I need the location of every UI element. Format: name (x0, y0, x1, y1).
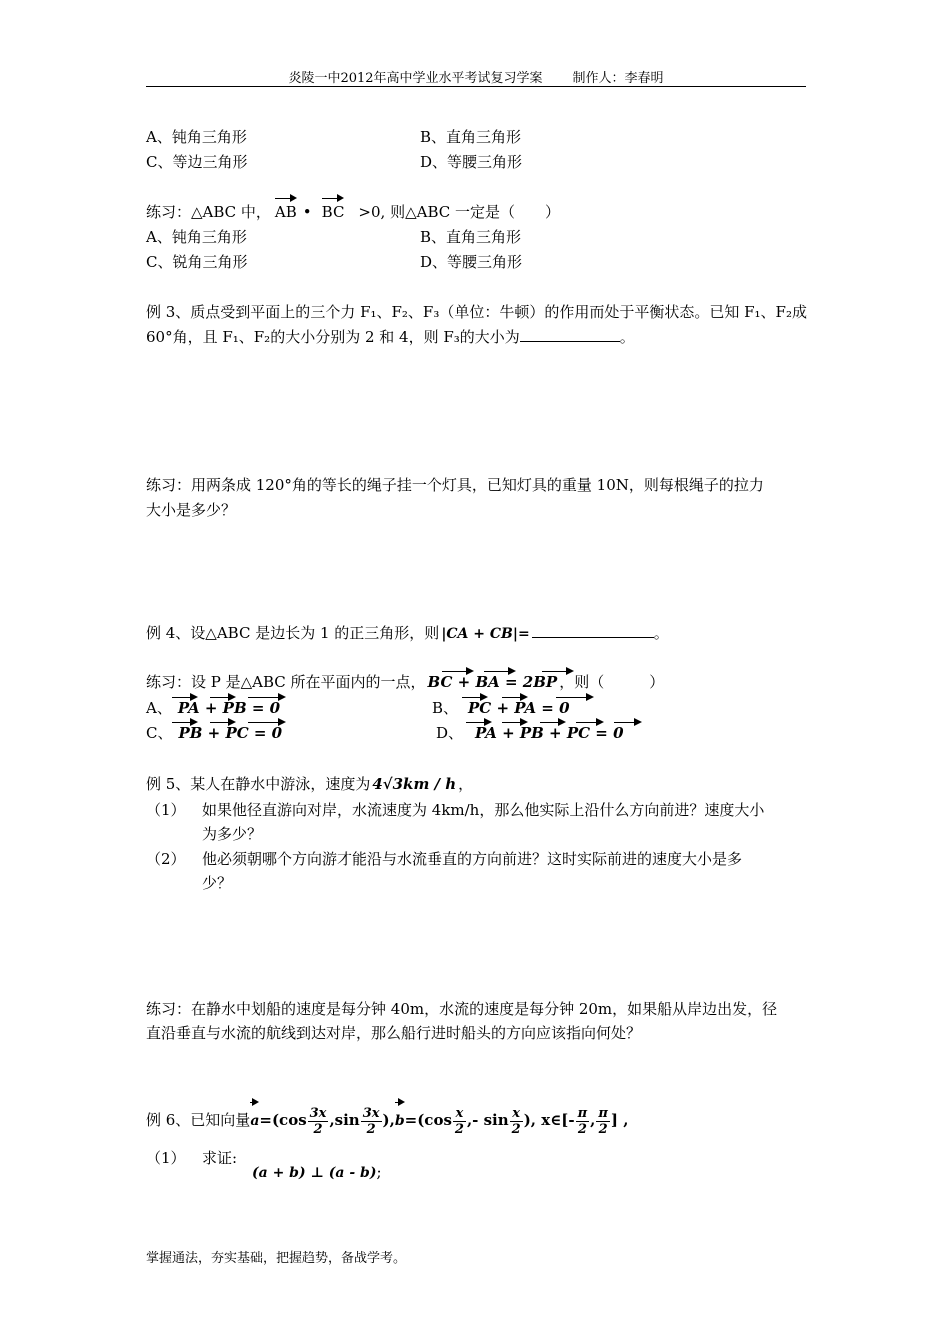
practice1-option-b: B、直角三角形 (420, 228, 522, 246)
vector-arrow (502, 722, 526, 723)
example3-line1: 例 3、质点受到平面上的三个力 F₁、F₂、F₃（单位：牛顿）的作用而处于平衡状态。已知 F₁、F₂成 (146, 303, 807, 321)
answer-blank (520, 327, 620, 342)
example5-q2-line1: 他必须朝哪个方向游才能沿与水流垂直的方向前进？这时实际前进的速度大小是多 (202, 850, 743, 868)
vector-b: b (395, 1105, 405, 1137)
prev-option-b: B、直角三角形 (420, 128, 522, 146)
example5-q1-line1: 如果他径直游向对岸，水流速度为 4km/h，那么他实际上沿什么方向前进？速度大小 (202, 801, 765, 819)
example5-num1: （1） (146, 801, 186, 819)
vector-arrow (442, 671, 472, 672)
practice2-line1: 练习：用两条成 120°角的等长的绳子挂一个灯具，已知灯具的重量 10N，则每根绳子的拉力 (146, 476, 764, 494)
swim-speed: 4√3km / h (372, 775, 457, 793)
practice3-option-b: B、 PC + PA = 0 (432, 699, 570, 717)
prev-option-c: C、等边三角形 (146, 153, 248, 171)
practice3-stem: 练习：设 P 是△ABC 所在平面内的一点， BC + BA = 2BP ，则（ ） (146, 673, 665, 691)
vector-ab: AB (274, 203, 297, 221)
vector-arrow (484, 671, 514, 672)
example5-num2: （2） (146, 850, 186, 868)
practice1-stem: 练习：△ABC 中， AB • BC >0, 则△ABC 一定是（ ） (146, 203, 560, 221)
example4-stem: 例 4、设△ABC 是边长为 1 的正三角形，则 |CA + CB|= 。 (146, 624, 669, 642)
vector-arrow (172, 697, 196, 698)
header-title: 炎陵一中2012年高中学业水平考试复习学案 (288, 71, 543, 86)
vector-arrow (556, 697, 592, 698)
vector-arrow (210, 697, 234, 698)
vector-arrow (462, 697, 486, 698)
example4-expression: |CA + CB|= (441, 626, 530, 642)
vector-arrow (210, 722, 234, 723)
example5-q2-line2: 少？ (202, 874, 233, 892)
practice4-line1: 练习：在静水中划船的速度是每分钟 40m，水流的速度是每分钟 20m，如果船从岸边出发，径 (146, 1000, 778, 1018)
vector-arrow (542, 671, 572, 672)
practice1-option-d: D、等腰三角形 (420, 253, 523, 271)
header-author: 制作人：李春明 (572, 71, 664, 86)
vector-arrow (172, 722, 196, 723)
vector-arrow (466, 722, 490, 723)
example3-line2: 60°角，且 F₁、F₂的大小分别为 2 和 4，则 F₃的大小为 。 (146, 328, 635, 346)
example5-stem: 例 5、某人在静水中游泳，速度为 4√3km / h ， (146, 775, 474, 793)
example6-prove-label: 求证: (202, 1149, 238, 1167)
vector-arrow (248, 697, 284, 698)
practice2-line2: 大小是多少？ (146, 501, 237, 519)
practice1-option-c: C、锐角三角形 (146, 253, 248, 271)
vector-bc: BC (321, 203, 345, 221)
prev-option-d: D、等腰三角形 (420, 153, 523, 171)
header-rule (146, 86, 806, 87)
example6-prove-expression: (a + b) ⊥ (a - b); (252, 1163, 382, 1181)
practice3-expression: BC + BA = 2BP (427, 673, 558, 691)
page-header (146, 67, 806, 86)
prev-option-a: A、钝角三角形 (146, 128, 247, 146)
practice1-option-a: A、钝角三角形 (146, 228, 247, 246)
vector-arrow (502, 697, 526, 698)
vector-arrow (540, 722, 564, 723)
vector-arrow (576, 722, 602, 723)
answer-blank (532, 623, 654, 638)
example5-q1-line2: 为多少？ (202, 825, 263, 843)
page-footer: 掌握通法，夯实基础，把握趋势，备战学考。 (146, 1251, 407, 1266)
practice3-option-c: C、 PB + PC = 0 (146, 724, 283, 742)
vector-arrow (248, 722, 284, 723)
example6-num1: （1） (146, 1149, 186, 1167)
example6-stem: 例 6、已知向量a=(cos $\frac{3x}{2}$ ,sin $\frac{3x}{2}$ ),b=(cos $\frac{x}{2}$ ,- sin $\frac{x}{2}$ ), x∈[- $\frac{\pi}{2}$ , $\frac{\pi}{2}$ ] , (146, 1105, 629, 1137)
practice3-option-a: A、 PA + PB = 0 (146, 699, 281, 717)
vector-a: a (250, 1105, 259, 1137)
practice4-line2: 直沿垂直与水流的航线到达对岸，那么船行进时船头的方向应该指向何处？ (146, 1024, 642, 1042)
practice3-option-d: D、 PA + PB + PC = 0 (436, 724, 624, 742)
vector-arrow (614, 722, 640, 723)
